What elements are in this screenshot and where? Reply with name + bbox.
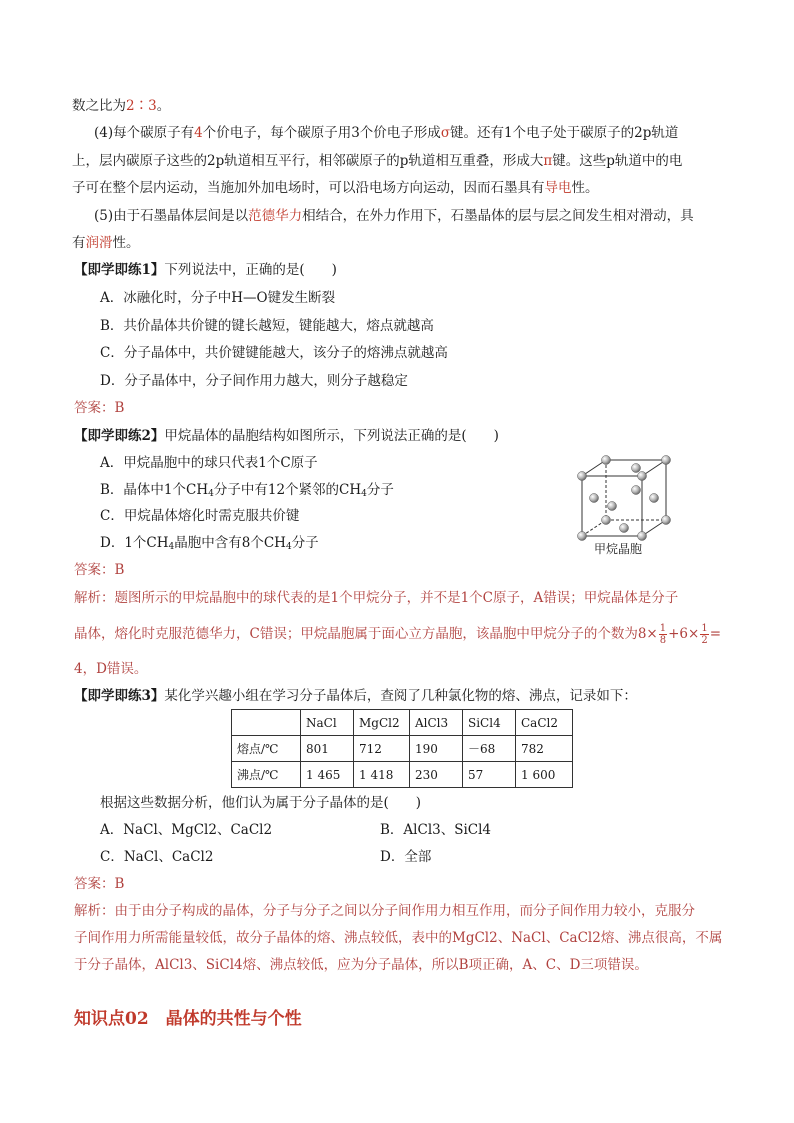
para5-line1: (5)由于石墨晶体层间是以范德华力相结合，在外力作用下，石墨晶体的层与层之间发生相对滑动，具	[94, 208, 694, 224]
q3-stem: 【即学即练3】某化学兴趣小组在学习分子晶体后，查阅了几种氯化物的熔、沸点，记录如下：	[74, 688, 637, 704]
q2-option-a: A．甲烷晶胞中的球只代表1个C原子	[100, 455, 318, 471]
q2-answer: 答案：B	[74, 562, 125, 578]
q2-option-c: C．甲烷晶体熔化时需克服共价键	[100, 508, 300, 524]
para4-line2: 上，层内碳原子这些的2p轨道相互平行，相邻碳原子的p轨道相互重叠，形成大π键。这些p轨道中的电	[72, 153, 683, 169]
q3-question: 根据这些数据分析，他们认为属于分子晶体的是( )	[100, 795, 422, 811]
table-row: 熔点/℃ 801 712 190 －68 782	[232, 736, 573, 762]
table-row: 沸点/℃ 1 465 1 418 230 57 1 600	[232, 762, 573, 788]
q3-explanation-line2: 子间作用力所需能量较低，故分子晶体的熔、沸点较低，表中的MgCl2、NaCl、CaCl2熔、沸点很高，不属	[74, 930, 723, 946]
q1-option-a: A．冰融化时，分子中H—O键发生断裂	[100, 290, 336, 306]
q3-explanation-line1: 解析：由于由分子构成的晶体，分子与分子之间以分子间作用力相互作用，而分子间作用力较小，克服分	[74, 903, 695, 919]
q1-option-b: B．共价晶体共价键的键长越短，键能越大，熔点就越高	[100, 318, 434, 334]
q3-answer: 答案：B	[74, 876, 125, 892]
q1-option-d: D．分子晶体中，分子间作用力越大，则分子越稳定	[100, 373, 408, 389]
q3-option-d: D．全部	[380, 849, 432, 865]
q2-explanation-line1: 解析：题图所示的甲烷晶胞中的球代表的是1个甲烷分子，并不是1个C原子，A错误；甲烷晶体是分子	[74, 590, 679, 606]
fraction-1-2: $\frac{1}{2}$	[701, 623, 708, 646]
table-header-row: NaCl MgCl2 AlCl3 SiCl4 CaCl2	[232, 710, 573, 736]
q3-explanation-line3: 于分子晶体，AlCl3、SiCl4熔、沸点较低，应为分子晶体，所以B项正确，A、C、D三项错误。	[74, 957, 648, 973]
para5-line2: 有润滑性。	[72, 235, 140, 251]
q2-stem: 【即学即练2】甲烷晶体的晶胞结构如图所示，下列说法正确的是( )	[74, 428, 499, 444]
q1-tag: 【即学即练1】	[74, 262, 165, 278]
q2-option-b: B．晶体中1个$CH_4$分子中有12个紧邻的$CH_4$分子	[100, 482, 394, 499]
q3-option-b: B．AlCl3、SiCl4	[380, 822, 492, 838]
q1-option-c: C．分子晶体中，共价键键能越大，该分子的熔沸点就越高	[100, 345, 448, 361]
para4-line1: (4)每个碳原子有4个价电子，每个碳原子用3个价电子形成σ键。还有1个电子处于碳原子的2p轨道	[94, 125, 679, 141]
figure-caption: 甲烷晶胞	[594, 542, 643, 556]
q2-option-d: D．1个$CH_4$晶胞中含有8个$CH_4$分子	[100, 535, 319, 552]
section-heading: 知识点02 晶体的共性与个性	[74, 1009, 302, 1029]
fraction-1-8: $\frac{1}{8}$	[659, 623, 667, 646]
q1-answer: 答案：B	[74, 400, 125, 416]
q2-explanation-line3: 4，D错误。	[74, 661, 148, 677]
q3-tag: 【即学即练3】	[74, 688, 165, 704]
q3-option-c: C．NaCl、CaCl2	[100, 849, 214, 865]
q2-explanation-line2: 晶体，熔化时克服范德华力，C错误；甲烷晶胞属于面心立方晶胞，该晶胞中甲烷分子的个数为8× $\frac{1}{8}$ +6× $\frac{1}{2}$ =	[74, 623, 722, 646]
chloride-data-table	[231, 709, 573, 788]
highlight-ratio: 2∶3	[126, 98, 157, 114]
q1-stem: 【即学即练1】下列说法中，正确的是( )	[74, 262, 337, 278]
q3-option-a: A．NaCl、MgCl2、CaCl2	[100, 822, 273, 838]
para4-line3: 子可在整个层内运动，当施加外加电场时，可以沿电场方向运动，因而石墨具有导电性。	[72, 180, 599, 196]
para0-line: 数之比为2∶3。	[72, 98, 171, 114]
q2-tag: 【即学即练2】	[74, 428, 165, 444]
